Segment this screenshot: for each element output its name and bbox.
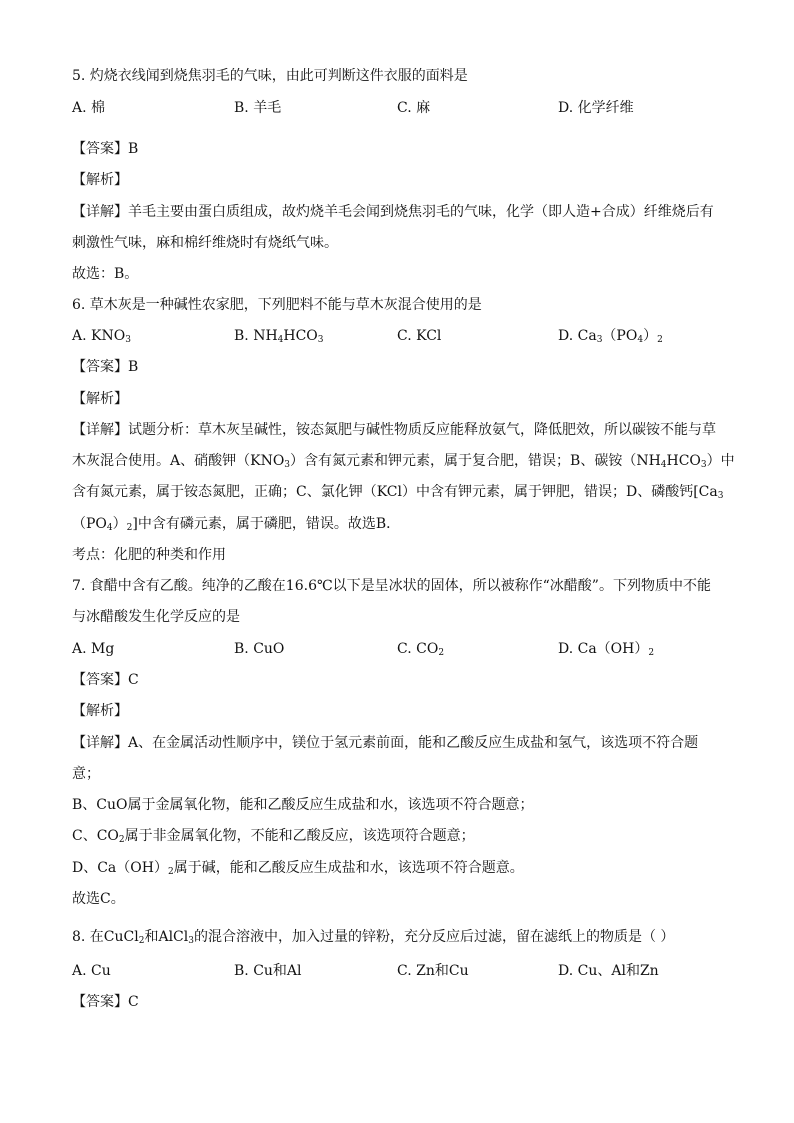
q8-options <box>72 961 732 981</box>
q7-option-b: B. CuO <box>234 641 285 657</box>
answer-value: B <box>128 359 139 375</box>
q6-option-a: A. $KNO_3$ <box>72 328 131 345</box>
q6-stem: 6. 草木灰是一种碱性农家肥，下列肥料不能与草木灰混合使用的是 <box>72 297 482 313</box>
q6-option-d: D. $Ca_3(PO_4)_2$ <box>558 328 663 345</box>
detail-label: 【详解】 <box>72 422 128 438</box>
q7-option-d: D. $Ca(OH)_2$ <box>558 641 655 658</box>
q7-option-a: A. Mg <box>72 641 115 657</box>
q5-option-d: D. 化学纤维 <box>558 100 634 116</box>
q6-answer <box>72 357 138 377</box>
analysis-label: 【解析】 <box>72 703 128 719</box>
answer-label: 【答案】 <box>72 672 128 688</box>
q5-detail-line-1 <box>72 202 714 222</box>
q5-conclusion: 故选：B。 <box>72 266 139 282</box>
q6-options <box>72 326 732 346</box>
q5-detail-line-2: 刺激性气味，麻和棉纤维烧时有烧纸气味。 <box>72 235 338 251</box>
q6-option-b: B. $NH_4HCO_3$ <box>234 328 324 345</box>
answer-label: 【答案】 <box>72 141 128 157</box>
q6-analysis-label <box>72 389 128 409</box>
answer-value: C <box>128 994 139 1010</box>
q7-detail-line-d: D、$Ca(OH)_2$属于碱，能和乙酸反应生成盐和水，该选项不符合题意。 <box>72 860 524 877</box>
q5-stem: 5. 灼烧衣线闻到烧焦羽毛的气味，由此可判断这件衣服的面料是 <box>72 68 468 84</box>
q6-detail-line-4: $(PO_4)_2$]中含有磷元素，属于磷肥，错误。故选B． <box>72 516 401 533</box>
analysis-label: 【解析】 <box>72 172 128 188</box>
detail-text: A、在金属活动性顺序中，镁位于氢元素前面，能和乙酸反应生成盐和氢气，该选项不符合题 <box>128 735 699 751</box>
q8-answer <box>72 992 139 1012</box>
q8-option-b: B. Cu和Al <box>234 963 302 979</box>
q8-stem: 8. 在CuCl$_2$和AlCl$_3$的混合溶液中，加入过量的锌粉，充分反应后过滤，留在滤纸上的物质是（ ） <box>72 929 675 946</box>
q7-detail-line-1 <box>72 733 698 753</box>
q8-option-a: A. Cu <box>72 963 111 979</box>
q5-option-a: A. 棉 <box>72 100 106 116</box>
answer-label: 【答案】 <box>72 359 128 375</box>
q7-options <box>72 639 732 659</box>
q6-detail-line-3: 含有氮元素，属于铵态氮肥，正确；C、氯化钾（KCl）中含有钾元素，属于钾肥，错误；D、磷酸钙[$Ca_3$ <box>72 484 724 501</box>
q7-detail-line-c: C、$CO_2$属于非金属氧化物，不能和乙酸反应，该选项符合题意； <box>72 828 475 845</box>
answer-value: B <box>128 141 139 157</box>
q5-analysis-label <box>72 170 128 190</box>
q5-option-b: B. 羊毛 <box>234 100 282 116</box>
q6-detail-line-2: 木灰混合使用。A、硝酸钾$(KNO_3)$含有氮元素和钾元素，属于复合肥，错误；B、碳铵$(NH_4HCO_3)$中 <box>72 453 735 470</box>
detail-label: 【详解】 <box>72 735 128 751</box>
q7-analysis-label <box>72 701 128 721</box>
q6-note: 考点：化肥的种类和作用 <box>72 547 226 563</box>
q7-conclusion: 故选C。 <box>72 891 125 907</box>
detail-text: 羊毛主要由蛋白质组成，故灼烧羊毛会闻到烧焦羽毛的气味，化学（即人造+合成）纤维烧后有 <box>128 204 714 220</box>
q8-option-d: D. Cu、Al和Zn <box>558 963 659 979</box>
answer-label: 【答案】 <box>72 994 128 1010</box>
q7-answer <box>72 670 139 690</box>
q7-detail-line-b: B、CuO属于金属氧化物，能和乙酸反应生成盐和水，该选项不符合题意； <box>72 797 534 813</box>
analysis-label: 【解析】 <box>72 391 128 407</box>
q5-answer <box>72 139 138 159</box>
q7-stem-line-1: 7. 食醋中含有乙酸。纯净的乙酸在16.6℃以下是呈冰状的固体，所以被称作“冰醋酸”。下列物质中不能 <box>72 578 711 594</box>
detail-label: 【详解】 <box>72 204 128 220</box>
q7-option-c: C. $CO_2$ <box>397 641 445 658</box>
q7-stem-line-2: 与冰醋酸发生化学反应的是 <box>72 609 240 625</box>
q5-options <box>72 98 732 118</box>
q7-detail-line-2: 意； <box>72 766 100 782</box>
q8-option-c: C. Zn和Cu <box>397 963 469 979</box>
detail-text: 试题分析：草木灰呈碱性，铵态氮肥与碱性物质反应能释放氨气，降低肥效，所以碳铵不能与草 <box>128 422 716 438</box>
q6-option-c: C. KCl <box>397 328 442 344</box>
q6-detail-line-1 <box>72 420 716 440</box>
answer-value: C <box>128 672 139 688</box>
q5-option-c: C. 麻 <box>397 100 431 116</box>
